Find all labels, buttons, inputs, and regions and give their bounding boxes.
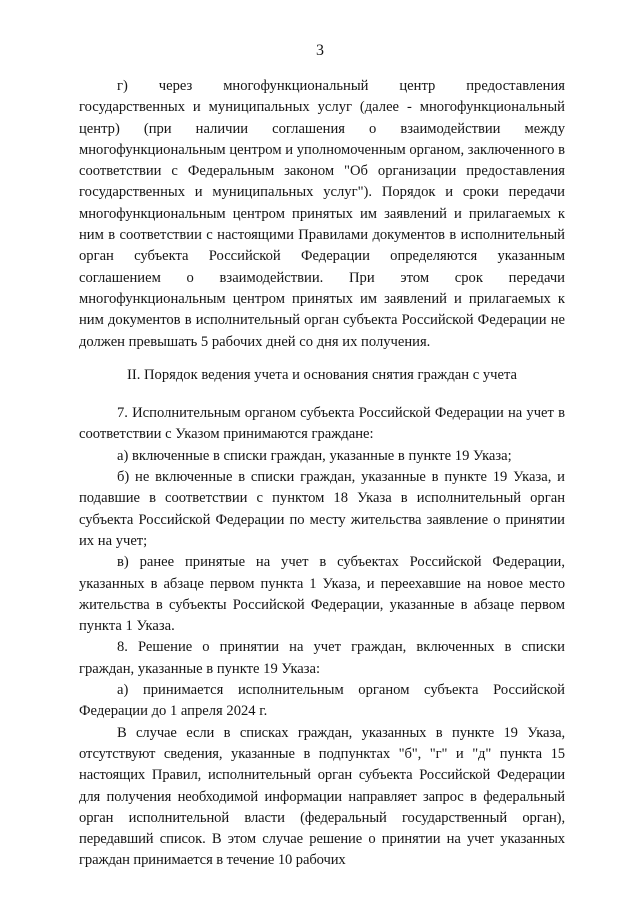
paragraph-7b: б) не включенные в списки граждан, указанные в пункте 19 Указа, и подавшие в соответствии с пунктом 18 Указа в исполнительный орган субъекта Российской Федерации по месту жительства заявление о принятии их на учет; [79,469,565,549]
paragraph-8a: а) принимается исполнительным органом субъекта Российской Федерации до 1 апреля 2024 г. [79,682,565,720]
paragraph-8: 8. Решение о принятии на учет граждан, включенных в списки граждан, указанные в пункте 19 Указа: [79,639,565,677]
page-number: 3 [316,42,324,59]
section-heading: II. Порядок ведения учета и основания снятия граждан с учета [127,366,517,383]
paragraph-8-case: В случае если в списках граждан, указанных в пункте 19 Указа, отсутствуют сведения, указанные в подпунктах "б", "г" и "д" пункта 15 настоящих Правил, исполнительный орган субъекта Российской Федерации для получения необходимой информации направляет запрос в федеральный орган исполнительной власти (федеральный государственный орган), передавший список. В этом случае решение о принятии на учет указанных граждан принимается в течение 10 рабочих [79,724,565,869]
paragraph-7a: а) включенные в списки граждан, указанные в пункте 19 Указа; [117,447,512,464]
paragraph-7: 7. Исполнительным органом субъекта Российской Федерации на учет в соответствии с Указом принимаются граждане: [79,405,565,443]
paragraph-7v: в) ранее принятые на учет в субъектах Российской Федерации, указанных в абзаце первом пункта 1 Указа, и переехавшие на новое место жительства в субъекты Российской Федерации, указанные в абзаце первом пункта 1 Указа. [79,554,565,635]
paragraph-subpoint-g: г) через многофункциональный центр предоставления государственных и муниципальных услуг (далее - многофункциональный центр) (при наличии соглашения о взаимодействии между многофункциональным центром и уполномоченным органом, заключенного в соответствии с Федеральным законом "Об организации предоставления государственных и муниципальных услуг"). Порядок и сроки передачи многофункциональным центром принятых им заявлений и прилагаемых к ним в соответствии с настоящими Правилами документов в исполнительный орган субъекта Российской Федерации определяются указанным соглашением о взаимодействии. При этом срок передачи многофункциональным центром принятых им заявлений и прилагаемых к ним документов в исполнительный орган субъекта Российской Федерации не должен превышать 5 рабочих дней со дня их получения. [79,78,565,350]
document-body [79,76,565,872]
